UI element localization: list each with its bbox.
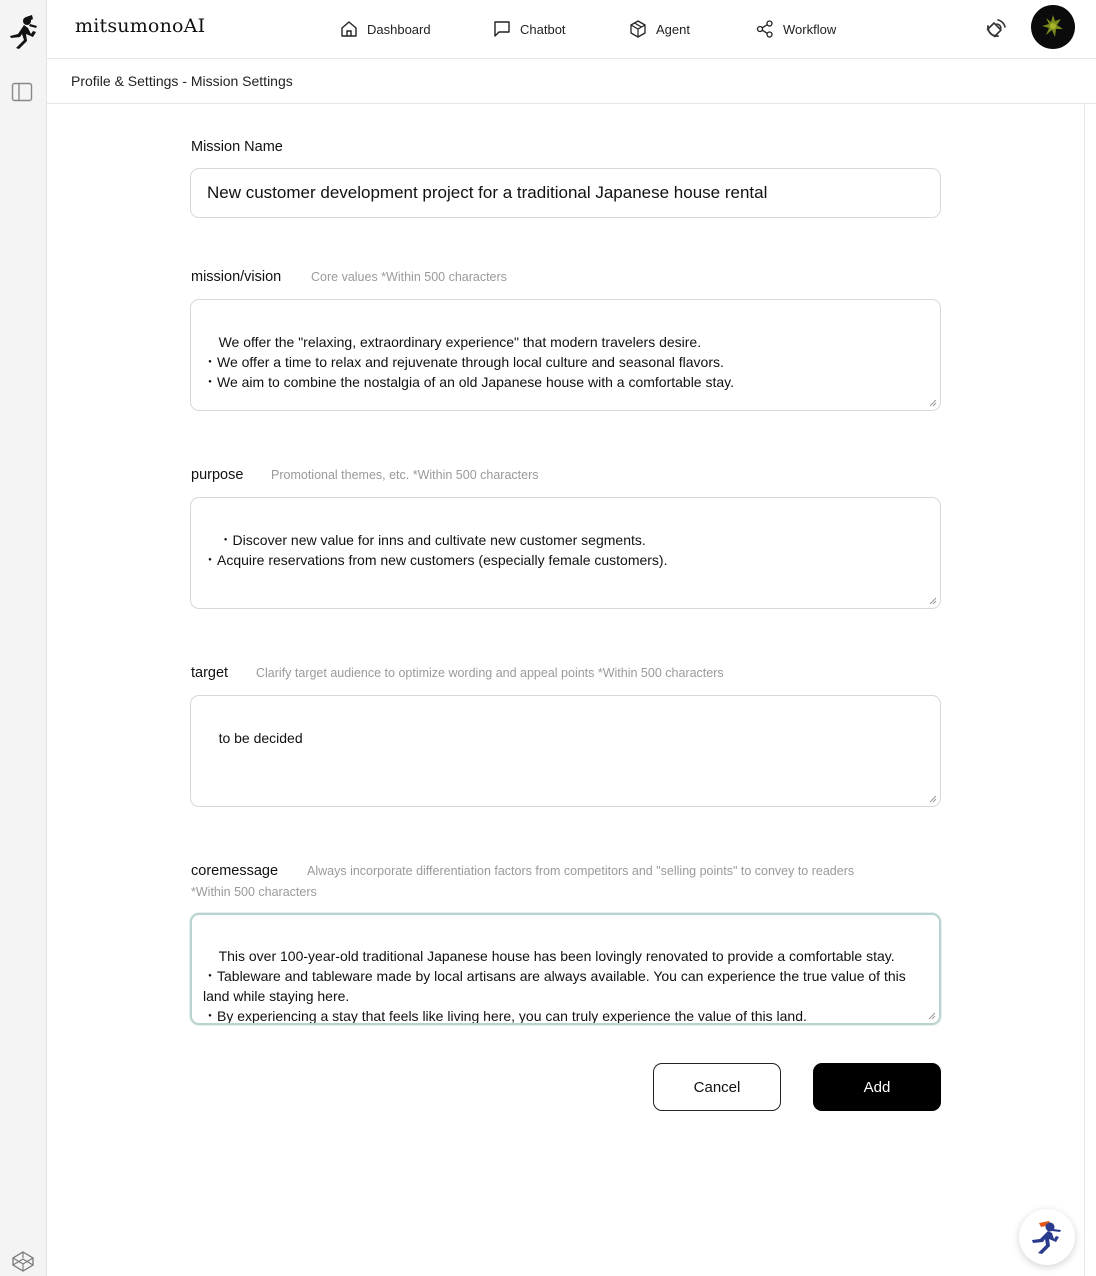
nav-agent[interactable] [628,0,690,58]
coremessage-text: This over 100-year-old traditional Japanese house has been lovingly renovated to provide a comfortable stay. ・Tableware and tableware made by local artisans are always available. You can experience the true value of this land while staying here. ・By experiencing a stay that feels like living here, you can truly experience the value of this land. [203,948,906,1024]
top-bar [47,0,1096,59]
toggle-sidebar-icon[interactable] [11,81,33,103]
target-text: to be decided [218,730,303,746]
resize-grip-icon[interactable] [929,399,937,407]
purpose-hint: Promotional themes, etc. *Within 500 characters [271,468,539,482]
mission-vision-label: mission/vision [191,269,282,285]
home-icon [339,19,359,39]
coremessage-hint-limit: *Within 500 characters [191,885,317,899]
nav-agent-label: Agent [656,21,690,37]
resize-grip-icon[interactable] [928,1012,936,1020]
add-button[interactable]: Add [813,1063,941,1111]
codepen-icon[interactable] [11,1250,35,1272]
target-textarea[interactable] [190,695,941,807]
mission-vision-textarea[interactable] [190,299,941,411]
purpose-label: purpose [191,467,244,483]
nav-dashboard-label: Dashboard [367,21,431,37]
cube-icon [628,19,648,39]
nav-workflow[interactable] [755,0,836,58]
mission-vision-text: We offer the "relaxing, extraordinary experience" that modern travelers desire. ・We offer a time to relax and rejuvenate through local culture and seasonal flavors. ・We aim to combine the nostalgia of an old Japanese house with a comfortable stay. [203,334,735,390]
coremessage-textarea[interactable] [190,913,941,1025]
assistant-fab[interactable] [1019,1209,1075,1265]
avatar[interactable] [1031,5,1075,49]
resize-grip-icon[interactable] [929,795,937,803]
chat-bubble-icon [492,19,512,39]
ninja-assistant-icon [1019,1209,1075,1265]
cancel-button[interactable]: Cancel [653,1063,781,1111]
ninja-logo-icon[interactable] [6,14,40,50]
resize-grip-icon[interactable] [929,597,937,605]
target-hint: Clarify target audience to optimize wording and appeal points *Within 500 characters [256,666,724,680]
share-nodes-icon [755,19,775,39]
purpose-textarea[interactable] [190,497,941,609]
nav-chatbot[interactable] [492,0,566,58]
breadcrumb-bar [47,59,1096,104]
purpose-text: ・Discover new value for inns and cultivate new customer segments. ・Acquire reservations from new customers (especially female customers). [203,532,668,568]
user-avatar-icon [1031,5,1075,49]
scroll-region-divider [1084,104,1085,1276]
mission-vision-hint: Core values *Within 500 characters [311,270,507,284]
nav-chatbot-label: Chatbot [520,21,566,37]
mission-name-label: Mission Name [191,139,283,155]
mission-name-input[interactable]: New customer development project for a traditional Japanese house rental [190,168,941,218]
coremessage-label: coremessage [191,863,279,879]
satellite-dish-icon[interactable] [982,16,1008,42]
target-label: target [191,665,229,681]
brand-name[interactable]: mitsumonoAI [75,15,206,37]
breadcrumb: Profile & Settings - Mission Settings [71,73,293,89]
coremessage-hint: Always incorporate differentiation factors from competitors and "selling points" to convey to readers [307,864,855,878]
side-rail [0,0,47,1276]
nav-dashboard[interactable] [339,0,431,58]
nav-workflow-label: Workflow [783,21,837,37]
